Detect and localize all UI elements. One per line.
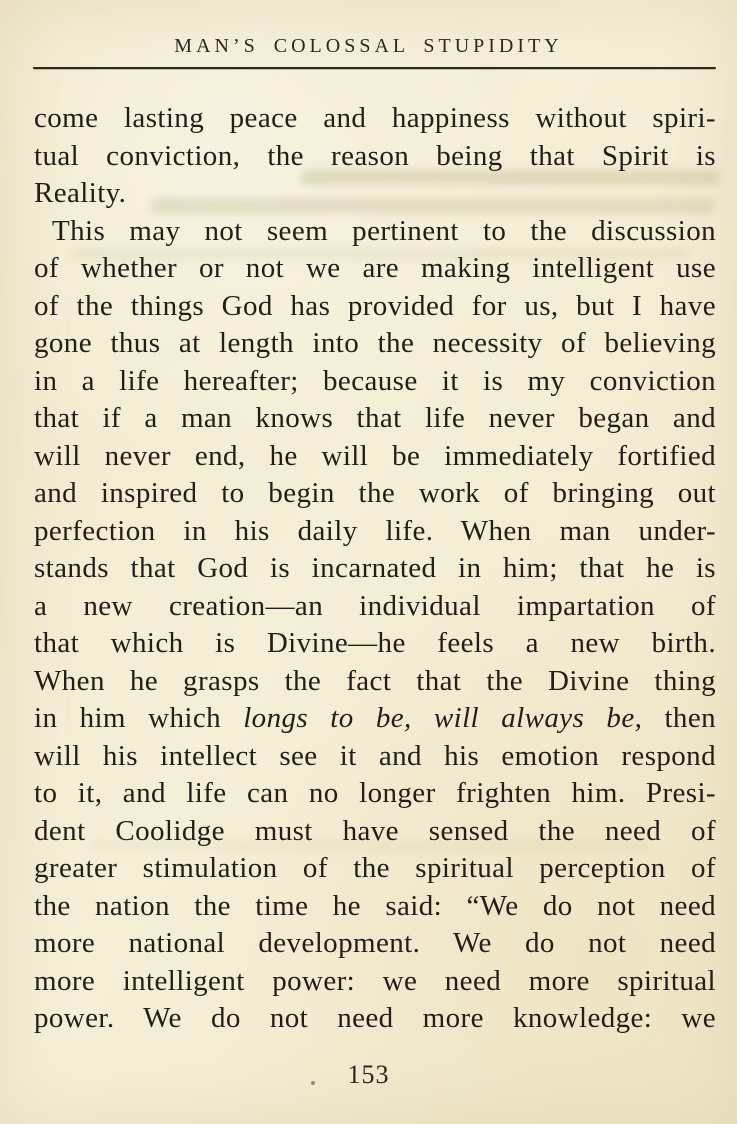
body-text: in a life hereafter; because it is my conviction	[34, 364, 716, 397]
body-text: will his intellect see it and his emotion respond	[34, 739, 716, 772]
body-text: come lasting peace and happiness without spiri-	[34, 102, 716, 134]
body-text: dent Coolidge must have sensed the need of	[34, 814, 716, 847]
body-line	[34, 663, 716, 701]
body-text: more national development. We do not need	[34, 927, 716, 959]
body-text: of whether or not we are making intelligent use	[34, 252, 716, 284]
body-text: then	[642, 702, 716, 734]
header-rule	[33, 67, 716, 69]
body-line	[34, 475, 716, 513]
body-line	[34, 138, 716, 176]
body-text: perfection in his daily life. When man under-	[34, 514, 716, 547]
body-line	[34, 288, 716, 326]
body-text: This may not seem pertinent to the discussion	[52, 214, 716, 247]
body-text: When he grasps the fact that the Divine thing	[34, 664, 716, 697]
body-line	[34, 588, 716, 626]
body-line	[34, 1000, 716, 1038]
body-text: greater stimulation of the spiritual perception of	[34, 852, 716, 884]
body-line	[34, 100, 716, 138]
body-line	[34, 625, 716, 663]
body-text: the nation the time he said: “We do not need	[34, 889, 716, 922]
body-text: stands that God is incarnated in him; that he is	[34, 552, 716, 584]
body-line	[34, 700, 716, 738]
body-text: of the things God has provided for us, but I have	[34, 289, 716, 322]
body-line	[34, 813, 716, 851]
body-text: a new creation—an individual impartation of	[34, 589, 716, 622]
text-block	[34, 100, 716, 1038]
body-text: power. We do not need more knowledge: we	[34, 1002, 716, 1034]
body-text: in him which	[34, 702, 244, 734]
body-line	[34, 213, 716, 251]
body-line	[34, 513, 716, 551]
body-line	[34, 400, 716, 438]
body-text: more intelligent power: we need more spiritual	[34, 964, 716, 997]
body-line	[34, 850, 716, 888]
running-head: MAN’S COLOSSAL STUPIDITY	[174, 35, 563, 57]
body-line	[34, 325, 716, 363]
body-line	[34, 438, 716, 476]
body-line	[34, 888, 716, 926]
body-line	[34, 738, 716, 776]
body-line	[34, 775, 716, 813]
body-text: gone thus at length into the necessity of believing	[34, 327, 716, 359]
body-line	[34, 250, 716, 288]
body-line	[34, 175, 716, 213]
body-line	[34, 363, 716, 401]
body-line	[34, 550, 716, 588]
body-text: that which is Divine—he feels a new birth.	[34, 627, 716, 659]
body-line	[34, 963, 716, 1001]
page-number: 153	[347, 1060, 390, 1089]
body-text-italic: longs to be, will always be,	[243, 702, 643, 734]
body-text: to it, and life can no longer frighten him. Presi-	[34, 777, 716, 809]
body-text: will never end, he will be immediately fortified	[34, 439, 716, 472]
body-text: that if a man knows that life never began and	[34, 402, 716, 434]
body-text: tual conviction, the reason being that Spirit is	[34, 139, 716, 172]
body-text: and inspired to begin the work of bringing out	[34, 477, 716, 509]
body-text: Reality.	[34, 177, 127, 209]
body-line	[34, 925, 716, 963]
